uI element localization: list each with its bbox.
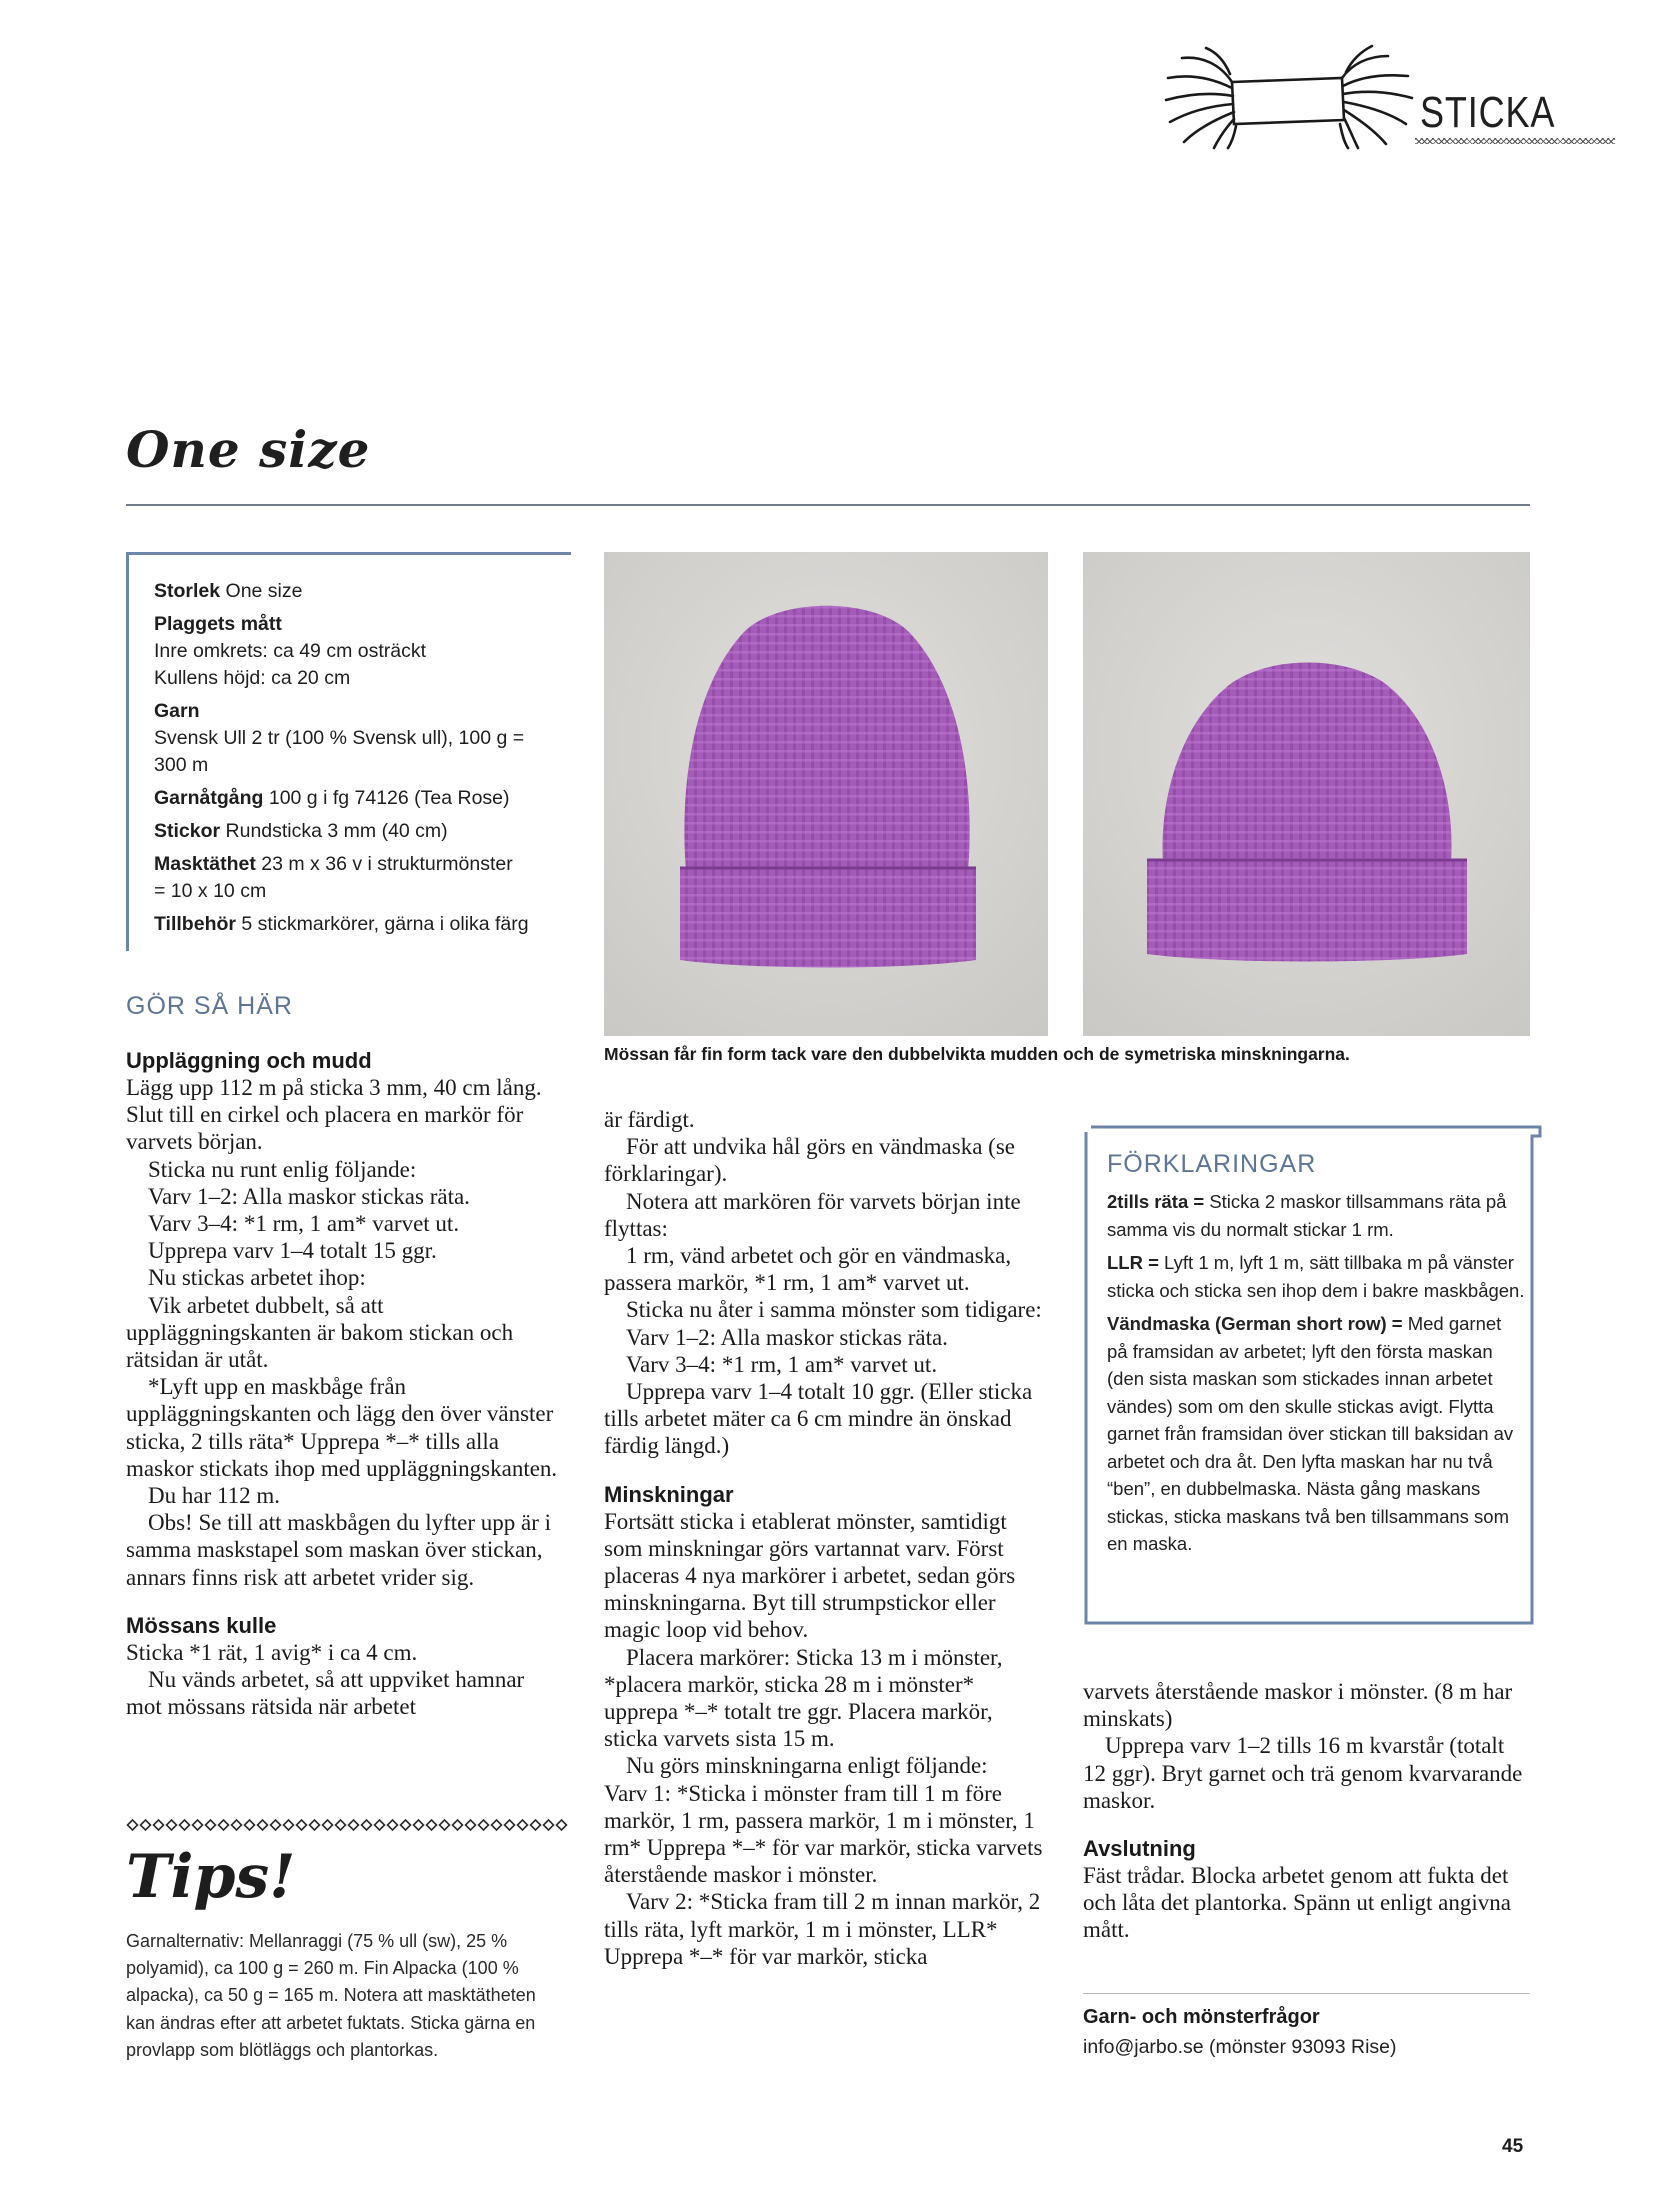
paragraph: Sticka *1 rät, 1 avig* i ca 4 cm.: [126, 1639, 418, 1665]
explanation-term: 2tills räta =: [1107, 1191, 1205, 1212]
page-heading: One size: [126, 420, 371, 479]
spec-value: 300 m: [154, 754, 209, 776]
photo-hat-folded: [1083, 552, 1530, 1036]
photo-caption: Mössan får fin form tack vare den dubbelvikta mudden och de symetriska minskningarna.: [604, 1044, 1350, 1064]
spec-value: Rundsticka 3 mm (40 cm): [220, 820, 448, 842]
spec-value: Svensk Ull 2 tr (100 % Svensk ull), 100 g =: [154, 727, 525, 749]
explanation-item: [1107, 1310, 1527, 1558]
column-1: [126, 1048, 564, 1720]
paragraph: är färdigt.: [604, 1107, 695, 1132]
paragraph: För att undvika hål görs en vändmaska (se förklaringar).: [604, 1134, 1015, 1187]
spec-label: Storlek: [154, 580, 221, 602]
spec-value: = 10 x 10 cm: [154, 880, 267, 902]
spec-item: [154, 911, 558, 938]
body-paragraphs: [604, 1106, 1048, 1460]
spec-value: 23 m x 36 v i strukturmönster: [255, 853, 513, 875]
paragraph: Upprepa varv 1–4 totalt 10 ggr. (Eller sticka tills arbetet mäter ca 6 cm mindre än önskad färdig längd.): [604, 1379, 1033, 1459]
explanation-item: [1107, 1249, 1527, 1304]
paragraph: Obs! Se till att maskbågen du lyfter upp är i samma maskstapel som maskan över stickan, annars finns risk att arbetet vrider sig.: [126, 1510, 552, 1590]
body-paragraphs: [126, 1074, 564, 1591]
tips-text: Garnalternativ: Mellanraggi (75 % ull (sw), 25 % polyamid), ca 100 g = 260 m. Fin Alpacka (100 % alpacka), ca 50 g = 165 m. Notera att masktätheten kan ändras efter att arbetet fuktats. Sticka gärna en provlapp som blötläggs och plantorkas.: [126, 1931, 536, 2060]
paragraph: Varv 1: *Sticka i mönster fram till 1 m före markör, 1 rm, passera markör, 1 m i mönster, 1 rm* Upprepa *–* för var markör, sticka varvets återstående maskor i mönster.: [604, 1780, 1043, 1888]
explanations-title: FÖRKLARINGAR: [1107, 1150, 1317, 1178]
instructions-heading: GÖR SÅ HÄR: [126, 992, 293, 1020]
paragraph: Lägg upp 112 m på sticka 3 mm, 40 cm lång. Slut till en cirkel och placera en markör för varvets början.: [126, 1075, 542, 1155]
spec-item: [154, 611, 558, 692]
paragraph: varvets återstående maskor i mönster. (8 m har minskats): [1083, 1679, 1513, 1732]
explanation-term: LLR =: [1107, 1252, 1159, 1273]
body-paragraphs: [604, 1508, 1048, 1970]
subheading-decreases: Minskningar: [604, 1481, 734, 1507]
paragraph: 1 rm, vänd arbetet och gör en vändmaska, passera markör, *1 rm, 1 am* varvet ut.: [604, 1243, 1012, 1296]
column-2: [604, 1106, 1048, 1970]
spec-label: Garnåtgång: [154, 787, 264, 809]
paragraph: Nu stickas arbetet ihop:: [148, 1265, 366, 1291]
spec-label: Stickor: [154, 820, 221, 842]
body-paragraphs: [126, 1639, 564, 1721]
yarn-skein-icon: [1162, 44, 1414, 150]
page-number: 45: [1502, 2136, 1524, 2157]
paragraph: Fäst trådar. Blocka arbetet genom att fukta det och låta det plantorka. Spänn ut enligt angivna mått.: [1083, 1863, 1511, 1943]
paragraph: Upprepa varv 1–4 totalt 15 ggr.: [148, 1238, 437, 1264]
spec-value: Inre omkrets: ca 49 cm osträckt: [154, 640, 427, 662]
explanation-item: [1107, 1188, 1527, 1243]
spec-item: [154, 785, 558, 812]
body-paragraphs: [1083, 1862, 1530, 1944]
spec-label: Plaggets mått: [154, 613, 282, 635]
tips-heading: Tips!: [126, 1842, 296, 1912]
spec-label: Garn: [154, 700, 200, 722]
tips-divider: [126, 1818, 568, 1832]
paragraph: Vik arbetet dubbelt, så att uppläggningskanten är bakom stickan och rätsidan är utåt.: [126, 1292, 514, 1373]
spec-value: 100 g i fg 74126 (Tea Rose): [263, 787, 510, 809]
paragraph: Notera att markören för varvets början inte flyttas:: [604, 1188, 1021, 1241]
contact-text: info@jarbo.se (mönster 93093 Rise): [1083, 2036, 1397, 2058]
paragraph: Varv 1–2: Alla maskor stickas räta.: [148, 1183, 470, 1209]
spec-value: Kullens höjd: ca 20 cm: [154, 667, 351, 689]
body-paragraphs: [1083, 1678, 1530, 1814]
paragraph: Sticka nu åter i samma mönster som tidigare:: [626, 1297, 1042, 1323]
spec-value: One size: [220, 580, 303, 602]
explanation-term: Vändmaska (German short row) =: [1107, 1313, 1403, 1334]
spec-label: Tillbehör: [154, 913, 236, 935]
paragraph: Varv 2: *Sticka fram till 2 m innan markör, 2 tills räta, lyft markör, 1 m i mönster, LLR* Upprepa *–* för var markör, sticka: [604, 1889, 1041, 1969]
spec-item: [154, 851, 558, 905]
paragraph: Placera markörer: Sticka 13 m i mönster, *placera markör, sticka 28 m i mönster* upprepa *–* totalt tre ggr. Placera markör, sticka varvets sista 15 m.: [604, 1644, 1003, 1752]
explanation-text: Sticka 2 maskor tillsammans räta på samma vis du normalt stickar 1 rm.: [1107, 1191, 1507, 1240]
section-label: STICKA: [1420, 88, 1556, 137]
paragraph: Varv 3–4: *1 rm, 1 am* varvet ut.: [626, 1351, 938, 1377]
paragraph: Sticka nu runt enlig följande:: [148, 1156, 417, 1182]
paragraph: Varv 3–4: *1 rm, 1 am* varvet ut.: [148, 1211, 460, 1237]
contact-heading: Garn- och mönsterfrågor: [1083, 2006, 1320, 2028]
paragraph: Upprepa varv 1–2 tills 16 m kvarstår (totalt 12 ggr). Bryt garnet och trä genom kvarvarande maskor.: [1083, 1733, 1523, 1813]
subheading-finishing: Avslutning: [1083, 1836, 1196, 1862]
explanations-list: [1107, 1188, 1527, 1564]
spec-value: 5 stickmarkörer, gärna i olika färg: [235, 913, 529, 935]
spec-item: [154, 818, 558, 845]
explanation-text: Lyft 1 m, lyft 1 m, sätt tillbaka m på vänster sticka och sticka sen ihop dem i bakre maskbågen.: [1107, 1252, 1525, 1301]
heading-rule: [126, 504, 1530, 506]
contact-divider: [1083, 1993, 1530, 1994]
paragraph: *Lyft upp en maskbåge från uppläggningskanten och lägg den över vänster sticka, 2 tills räta* Upprepa *–* tills alla maskor stickats ihop med uppläggningskanten.: [126, 1374, 558, 1481]
subheading-cast-on: Uppläggning och mudd: [126, 1048, 372, 1073]
spec-label: Masktäthet: [154, 853, 256, 875]
paragraph: Du har 112 m.: [148, 1483, 281, 1509]
paragraph: Fortsätt sticka i etablerat mönster, samtidigt som minskningar görs vartannat varv. Först placeras 4 nya markörer i arbetet, sedan görs minskningarna. Byt till strumpstickor eller magic loop vid behov.: [604, 1508, 1016, 1643]
header-rule: [1415, 138, 1615, 144]
photo-hat-unfolded: [604, 552, 1048, 1036]
paragraph: Varv 1–2: Alla maskor stickas räta.: [626, 1324, 948, 1350]
spec-list: [154, 578, 558, 944]
subheading-crown: Mössans kulle: [126, 1612, 277, 1638]
column-3: [1083, 1678, 1530, 1944]
paragraph: Nu vänds arbetet, så att uppviket hamnar mot mössans rätsida när arbetet: [126, 1667, 525, 1720]
explanation-text: Med garnet på framsidan av arbetet; lyft den första maskan (den sista maskan som stickades innan arbetet vändes) som om den skulle stickas avigt. Flytta garnet från framsidan över stickan till baksidan av arbetet och dra åt. Den lyfta maskan har nu två “ben”, en dubbelmaska. Nästa gång maskans stickas, sticka maskans två ben tillsammans som en maska.: [1107, 1313, 1514, 1554]
spec-item: [154, 578, 558, 605]
paragraph: Nu görs minskningarna enligt följande:: [626, 1753, 988, 1779]
spec-item: [154, 698, 558, 779]
